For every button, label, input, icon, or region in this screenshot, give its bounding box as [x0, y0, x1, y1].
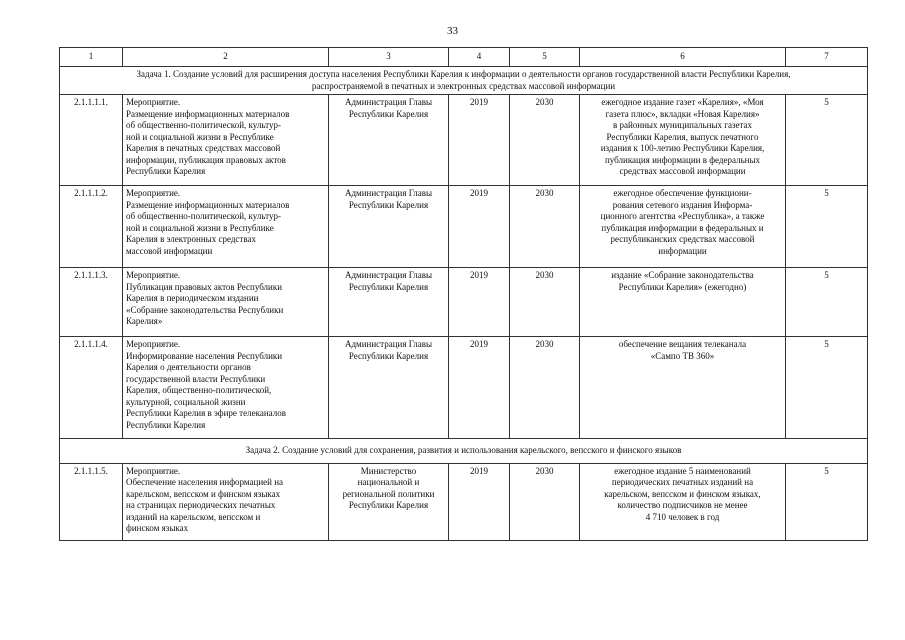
measure-number: 2.1.1.1.2. — [60, 186, 123, 268]
text-line: Республики Карелия — [126, 166, 206, 176]
text-line: Мероприятие. — [126, 97, 181, 107]
text-line: культурной, социальной жизни — [126, 396, 246, 407]
text-line: Республики Карелия — [126, 419, 206, 430]
text-line: Республики Карелия — [348, 199, 429, 210]
text-line: Публикация правовых актов Республики — [126, 281, 283, 292]
measure-number: 2.1.1.1.5. — [60, 463, 123, 540]
start-year: 2019 — [449, 95, 510, 186]
text-line: «Сампо ТВ 360» — [650, 350, 715, 361]
measure-number: 2.1.1.1.4. — [60, 337, 123, 439]
text-line: Министерство — [360, 465, 417, 476]
table-row — [60, 95, 868, 186]
measure-number: 2.1.1.1.3. — [60, 268, 123, 337]
text-line: об общественно-политической, культур- — [126, 120, 281, 130]
text-line: карельском, вепсском и финском языках, — [604, 488, 761, 499]
text-line: ежегодное издание 5 наименований — [614, 465, 751, 476]
text-line: Мероприятие. — [126, 465, 181, 476]
table-row — [60, 186, 868, 268]
measure-description — [123, 268, 329, 337]
text-line: Республики Карелия» (ежегодно) — [618, 281, 747, 292]
text-line: издание «Собрание законодательства — [611, 270, 754, 280]
text-line: республиканских средствах массовой — [610, 234, 755, 244]
text-line: ной и социальной жизни в Республике — [126, 131, 274, 142]
column-number: 1 — [60, 48, 123, 67]
expected-result — [580, 186, 786, 268]
text-line: рования сетевого издания Информа- — [612, 199, 753, 210]
task-title — [60, 439, 868, 464]
indicator-link: 5 — [786, 95, 868, 186]
task-row — [60, 67, 868, 95]
table-row — [60, 463, 868, 540]
column-number-row — [60, 48, 868, 67]
start-year: 2019 — [449, 186, 510, 268]
text-line: публикация информации в федеральных — [604, 154, 761, 165]
text-line: Администрация Главы — [344, 270, 433, 280]
text-line: на страницах периодических печатных — [126, 500, 276, 510]
text-line: Обеспечение населения информацией на — [126, 477, 284, 487]
expected-result — [580, 463, 786, 540]
task-title-line: распространяемой в печатных и электронных средствах массовой информации — [311, 80, 616, 91]
expected-result — [580, 268, 786, 337]
column-number: 3 — [329, 48, 449, 67]
indicator-link: 5 — [786, 186, 868, 268]
expected-result — [580, 95, 786, 186]
column-number: 5 — [510, 48, 580, 67]
text-line: обеспечение вещания телеканала — [618, 339, 747, 349]
text-line: 4 710 человек в год — [645, 511, 720, 522]
text-line: Информирование населения Республики — [126, 350, 283, 361]
table-row — [60, 337, 868, 439]
indicator-link: 5 — [786, 337, 868, 439]
task-title-line: Задача 2. Создание условий для сохранения, развития и использования карельского, вепсского и финского языков — [245, 445, 682, 455]
task-title — [60, 67, 868, 95]
start-year: 2019 — [449, 463, 510, 540]
program-table — [59, 47, 868, 541]
text-line: национальной и — [357, 477, 420, 487]
executor — [329, 95, 449, 186]
text-line: Республики Карелия в эфире телеканалов — [126, 408, 286, 418]
text-line: Карелия о деятельности органов — [126, 362, 251, 372]
text-line: ежегодное издание газет «Карелия», «Моя — [601, 97, 764, 107]
executor — [329, 186, 449, 268]
column-number: 4 — [449, 48, 510, 67]
text-line: количество подписчиков не менее — [617, 500, 748, 510]
text-line: Республики Карелия — [348, 281, 429, 292]
text-line: Мероприятие. — [126, 339, 181, 349]
text-line: региональной политики — [342, 488, 435, 499]
text-line: ежегодное обеспечение функциони- — [613, 188, 752, 198]
executor — [329, 268, 449, 337]
indicator-link: 5 — [786, 268, 868, 337]
text-line: газета плюс», вкладки «Новая Карелия» — [605, 108, 760, 119]
executor — [329, 337, 449, 439]
start-year: 2019 — [449, 268, 510, 337]
task-row — [60, 439, 868, 464]
column-number: 6 — [580, 48, 786, 67]
text-line: Карелия в периодическом издании — [126, 293, 259, 303]
column-number: 2 — [123, 48, 329, 67]
end-year: 2030 — [510, 95, 580, 186]
text-line: средствах массовой информации — [619, 166, 746, 176]
executor — [329, 463, 449, 540]
text-line: Мероприятие. — [126, 270, 181, 280]
text-line: периодических печатных изданий на — [611, 477, 754, 487]
text-line: Администрация Главы — [344, 97, 433, 107]
text-line: Размещение информационных материалов — [126, 199, 290, 210]
text-line: Республики Карелия, выпуск печатного — [606, 131, 759, 142]
text-line: Мероприятие. — [126, 188, 181, 198]
text-line: издания к 100-летию Республики Карелия, — [600, 143, 765, 153]
text-line: Карелия в электронных средствах — [126, 234, 256, 244]
text-line: публикация информации в федеральных и — [601, 222, 764, 233]
text-line: изданий на карельском, вепсском и — [126, 511, 261, 522]
text-line: Республики Карелия — [348, 108, 429, 119]
text-line: Администрация Главы — [344, 188, 433, 198]
text-line: Республики Карелия — [348, 350, 429, 361]
text-line: в районных муниципальных газетах — [612, 120, 753, 130]
text-line: информации, публикация правовых актов — [126, 154, 286, 165]
text-line: Карелия» — [126, 316, 163, 326]
text-line: Карелия, общественно-политической, — [126, 385, 272, 395]
text-line: Карелия в печатных средствах массовой — [126, 143, 281, 153]
text-line: ционного агентства «Республика», а также — [600, 211, 765, 221]
text-line: Республики Карелия — [348, 500, 429, 510]
table-row — [60, 268, 868, 337]
task-title-line: Задача 1. Создание условий для расширения доступа населения Республики Карелия к информации о деятельности органов государственной власти Республики Карелия, — [136, 69, 791, 79]
text-line: Размещение информационных материалов — [126, 108, 290, 119]
measure-description — [123, 186, 329, 268]
text-line: ной и социальной жизни в Республике — [126, 222, 274, 233]
text-line: карельском, вепсском и финском языках — [126, 488, 281, 499]
measure-description — [123, 337, 329, 439]
page-number: 33 — [447, 25, 458, 37]
indicator-link: 5 — [786, 463, 868, 540]
text-line: финском языках — [126, 523, 189, 533]
end-year: 2030 — [510, 186, 580, 268]
measure-description — [123, 95, 329, 186]
start-year: 2019 — [449, 337, 510, 439]
end-year: 2030 — [510, 337, 580, 439]
text-line: Администрация Главы — [344, 339, 433, 349]
text-line: информации — [658, 245, 707, 256]
end-year: 2030 — [510, 268, 580, 337]
text-line: об общественно-политической, культур- — [126, 211, 281, 221]
column-number: 7 — [786, 48, 868, 67]
expected-result — [580, 337, 786, 439]
end-year: 2030 — [510, 463, 580, 540]
text-line: государственной власти Республики — [126, 373, 266, 384]
measure-description — [123, 463, 329, 540]
text-line: массовой информации — [126, 245, 213, 256]
text-line: «Собрание законодательства Республики — [126, 304, 284, 315]
measure-number: 2.1.1.1.1. — [60, 95, 123, 186]
